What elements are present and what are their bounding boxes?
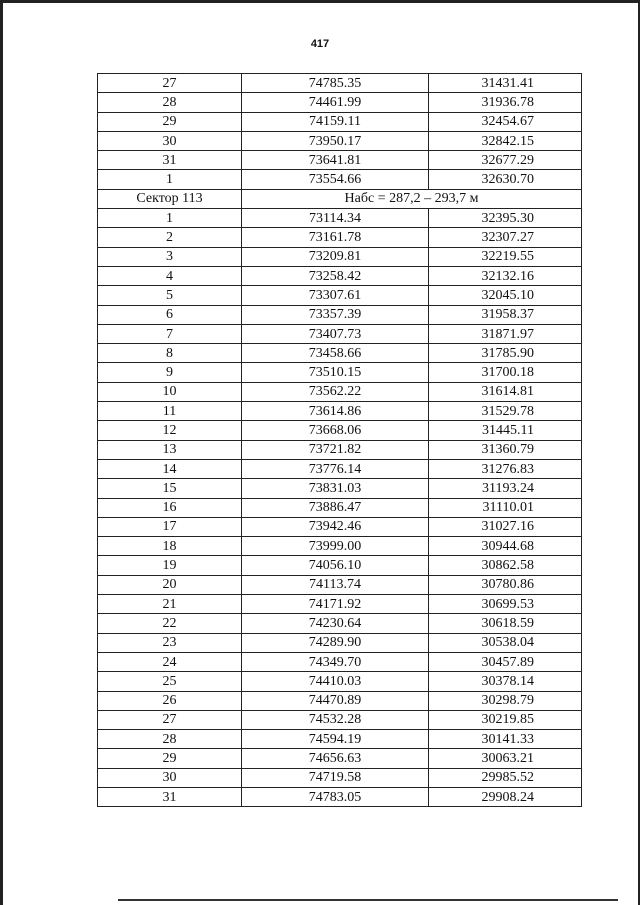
x-coordinate-cell: 73942.46 xyxy=(242,517,429,536)
table-row xyxy=(98,595,582,614)
y-coordinate-cell: 32454.67 xyxy=(429,112,582,131)
point-number-cell: 30 xyxy=(98,768,242,787)
y-coordinate-cell: 31529.78 xyxy=(429,402,582,421)
point-number-cell: 17 xyxy=(98,517,242,536)
x-coordinate-cell: 73721.82 xyxy=(242,440,429,459)
point-number-cell: 31 xyxy=(98,787,242,806)
table-row xyxy=(98,730,582,749)
point-number-cell: 25 xyxy=(98,672,242,691)
y-coordinate-cell: 31936.78 xyxy=(429,93,582,112)
x-coordinate-cell: 74349.70 xyxy=(242,652,429,671)
coordinates-table-body xyxy=(98,74,582,807)
y-coordinate-cell: 30298.79 xyxy=(429,691,582,710)
x-coordinate-cell: 73641.81 xyxy=(242,151,429,170)
y-coordinate-cell: 29985.52 xyxy=(429,768,582,787)
table-row xyxy=(98,440,582,459)
table-row xyxy=(98,787,582,806)
point-number-cell: 23 xyxy=(98,633,242,652)
table-row xyxy=(98,556,582,575)
y-coordinate-cell: 30457.89 xyxy=(429,652,582,671)
sector-label: Сектор 113 xyxy=(98,189,242,208)
x-coordinate-cell: 73668.06 xyxy=(242,421,429,440)
y-coordinate-cell: 32630.70 xyxy=(429,170,582,189)
x-coordinate-cell: 74056.10 xyxy=(242,556,429,575)
y-coordinate-cell: 31027.16 xyxy=(429,517,582,536)
y-coordinate-cell: 30538.04 xyxy=(429,633,582,652)
x-coordinate-cell: 73886.47 xyxy=(242,498,429,517)
point-number-cell: 8 xyxy=(98,344,242,363)
point-number-cell: 2 xyxy=(98,228,242,247)
x-coordinate-cell: 73510.15 xyxy=(242,363,429,382)
table-row xyxy=(98,749,582,768)
y-coordinate-cell: 30780.86 xyxy=(429,575,582,594)
point-number-cell: 30 xyxy=(98,131,242,150)
point-number-cell: 29 xyxy=(98,749,242,768)
point-number-cell: 1 xyxy=(98,170,242,189)
x-coordinate-cell: 73999.00 xyxy=(242,537,429,556)
y-coordinate-cell: 29908.24 xyxy=(429,787,582,806)
x-coordinate-cell: 73357.39 xyxy=(242,305,429,324)
page-number: 417 xyxy=(310,38,330,50)
point-number-cell: 27 xyxy=(98,710,242,729)
table-row xyxy=(98,459,582,478)
point-number-cell: 22 xyxy=(98,614,242,633)
y-coordinate-cell: 31110.01 xyxy=(429,498,582,517)
y-coordinate-cell: 30141.33 xyxy=(429,730,582,749)
y-coordinate-cell: 31276.83 xyxy=(429,459,582,478)
point-number-cell: 11 xyxy=(98,402,242,421)
point-number-cell: 28 xyxy=(98,93,242,112)
table-row xyxy=(98,479,582,498)
y-coordinate-cell: 30944.68 xyxy=(429,537,582,556)
table-row xyxy=(98,672,582,691)
x-coordinate-cell: 73258.42 xyxy=(242,266,429,285)
point-number-cell: 28 xyxy=(98,730,242,749)
table-row xyxy=(98,710,582,729)
x-coordinate-cell: 73209.81 xyxy=(242,247,429,266)
y-coordinate-cell: 32842.15 xyxy=(429,131,582,150)
table-row xyxy=(98,112,582,131)
table-row xyxy=(98,131,582,150)
table-row xyxy=(98,228,582,247)
point-number-cell: 13 xyxy=(98,440,242,459)
point-number-cell: 26 xyxy=(98,691,242,710)
y-coordinate-cell: 31193.24 xyxy=(429,479,582,498)
table-row xyxy=(98,614,582,633)
x-coordinate-cell: 74532.28 xyxy=(242,710,429,729)
x-coordinate-cell: 74171.92 xyxy=(242,595,429,614)
x-coordinate-cell: 73831.03 xyxy=(242,479,429,498)
point-number-cell: 18 xyxy=(98,537,242,556)
table-row xyxy=(98,633,582,652)
x-coordinate-cell: 73554.66 xyxy=(242,170,429,189)
x-coordinate-cell: 73562.22 xyxy=(242,382,429,401)
point-number-cell: 6 xyxy=(98,305,242,324)
x-coordinate-cell: 74594.19 xyxy=(242,730,429,749)
point-number-cell: 5 xyxy=(98,286,242,305)
y-coordinate-cell: 31958.37 xyxy=(429,305,582,324)
x-coordinate-cell: 74719.58 xyxy=(242,768,429,787)
table-row xyxy=(98,517,582,536)
point-number-cell: 20 xyxy=(98,575,242,594)
y-coordinate-cell: 32677.29 xyxy=(429,151,582,170)
y-coordinate-cell: 30699.53 xyxy=(429,595,582,614)
point-number-cell: 1 xyxy=(98,209,242,228)
y-coordinate-cell: 30219.85 xyxy=(429,710,582,729)
table-row xyxy=(98,575,582,594)
point-number-cell: 12 xyxy=(98,421,242,440)
table-row xyxy=(98,266,582,285)
y-coordinate-cell: 32132.16 xyxy=(429,266,582,285)
x-coordinate-cell: 74785.35 xyxy=(242,74,429,93)
x-coordinate-cell: 74783.05 xyxy=(242,787,429,806)
page-border-left xyxy=(0,0,3,905)
x-coordinate-cell: 73307.61 xyxy=(242,286,429,305)
point-number-cell: 19 xyxy=(98,556,242,575)
table-row xyxy=(98,652,582,671)
table-row xyxy=(98,344,582,363)
x-coordinate-cell: 73161.78 xyxy=(242,228,429,247)
point-number-cell: 3 xyxy=(98,247,242,266)
y-coordinate-cell: 31785.90 xyxy=(429,344,582,363)
x-coordinate-cell: 74656.63 xyxy=(242,749,429,768)
page-border-top xyxy=(0,0,640,3)
table-row xyxy=(98,537,582,556)
point-number-cell: 4 xyxy=(98,266,242,285)
point-number-cell: 9 xyxy=(98,363,242,382)
y-coordinate-cell: 32307.27 xyxy=(429,228,582,247)
y-coordinate-cell: 31871.97 xyxy=(429,324,582,343)
table-row xyxy=(98,498,582,517)
x-coordinate-cell: 73407.73 xyxy=(242,324,429,343)
table-row xyxy=(98,247,582,266)
point-number-cell: 27 xyxy=(98,74,242,93)
page-border-bottom xyxy=(118,899,618,901)
coordinates-table xyxy=(97,73,582,807)
point-number-cell: 15 xyxy=(98,479,242,498)
x-coordinate-cell: 74113.74 xyxy=(242,575,429,594)
x-coordinate-cell: 74289.90 xyxy=(242,633,429,652)
y-coordinate-cell: 31700.18 xyxy=(429,363,582,382)
table-row xyxy=(98,151,582,170)
point-number-cell: 31 xyxy=(98,151,242,170)
table-row xyxy=(98,93,582,112)
x-coordinate-cell: 73458.66 xyxy=(242,344,429,363)
point-number-cell: 21 xyxy=(98,595,242,614)
y-coordinate-cell: 31445.11 xyxy=(429,421,582,440)
y-coordinate-cell: 31360.79 xyxy=(429,440,582,459)
y-coordinate-cell: 30862.58 xyxy=(429,556,582,575)
table-row xyxy=(98,305,582,324)
x-coordinate-cell: 73776.14 xyxy=(242,459,429,478)
y-coordinate-cell: 32219.55 xyxy=(429,247,582,266)
sector-header-row xyxy=(98,189,582,208)
y-coordinate-cell: 32395.30 xyxy=(429,209,582,228)
y-coordinate-cell: 31614.81 xyxy=(429,382,582,401)
point-number-cell: 7 xyxy=(98,324,242,343)
y-coordinate-cell: 32045.10 xyxy=(429,286,582,305)
point-number-cell: 10 xyxy=(98,382,242,401)
table-row xyxy=(98,170,582,189)
x-coordinate-cell: 73114.34 xyxy=(242,209,429,228)
table-row xyxy=(98,402,582,421)
table-row xyxy=(98,421,582,440)
table-row xyxy=(98,286,582,305)
point-number-cell: 14 xyxy=(98,459,242,478)
y-coordinate-cell: 31431.41 xyxy=(429,74,582,93)
y-coordinate-cell: 30063.21 xyxy=(429,749,582,768)
x-coordinate-cell: 74470.89 xyxy=(242,691,429,710)
x-coordinate-cell: 73614.86 xyxy=(242,402,429,421)
x-coordinate-cell: 74461.99 xyxy=(242,93,429,112)
table-row xyxy=(98,691,582,710)
point-number-cell: 24 xyxy=(98,652,242,671)
table-row xyxy=(98,382,582,401)
table-row xyxy=(98,74,582,93)
table-row xyxy=(98,324,582,343)
table-row xyxy=(98,768,582,787)
table-row xyxy=(98,363,582,382)
point-number-cell: 29 xyxy=(98,112,242,131)
y-coordinate-cell: 30378.14 xyxy=(429,672,582,691)
sector-height-range: Набс = 287,2 – 293,7 м xyxy=(242,189,582,208)
x-coordinate-cell: 74410.03 xyxy=(242,672,429,691)
x-coordinate-cell: 74159.11 xyxy=(242,112,429,131)
table-row xyxy=(98,209,582,228)
point-number-cell: 16 xyxy=(98,498,242,517)
y-coordinate-cell: 30618.59 xyxy=(429,614,582,633)
x-coordinate-cell: 74230.64 xyxy=(242,614,429,633)
x-coordinate-cell: 73950.17 xyxy=(242,131,429,150)
